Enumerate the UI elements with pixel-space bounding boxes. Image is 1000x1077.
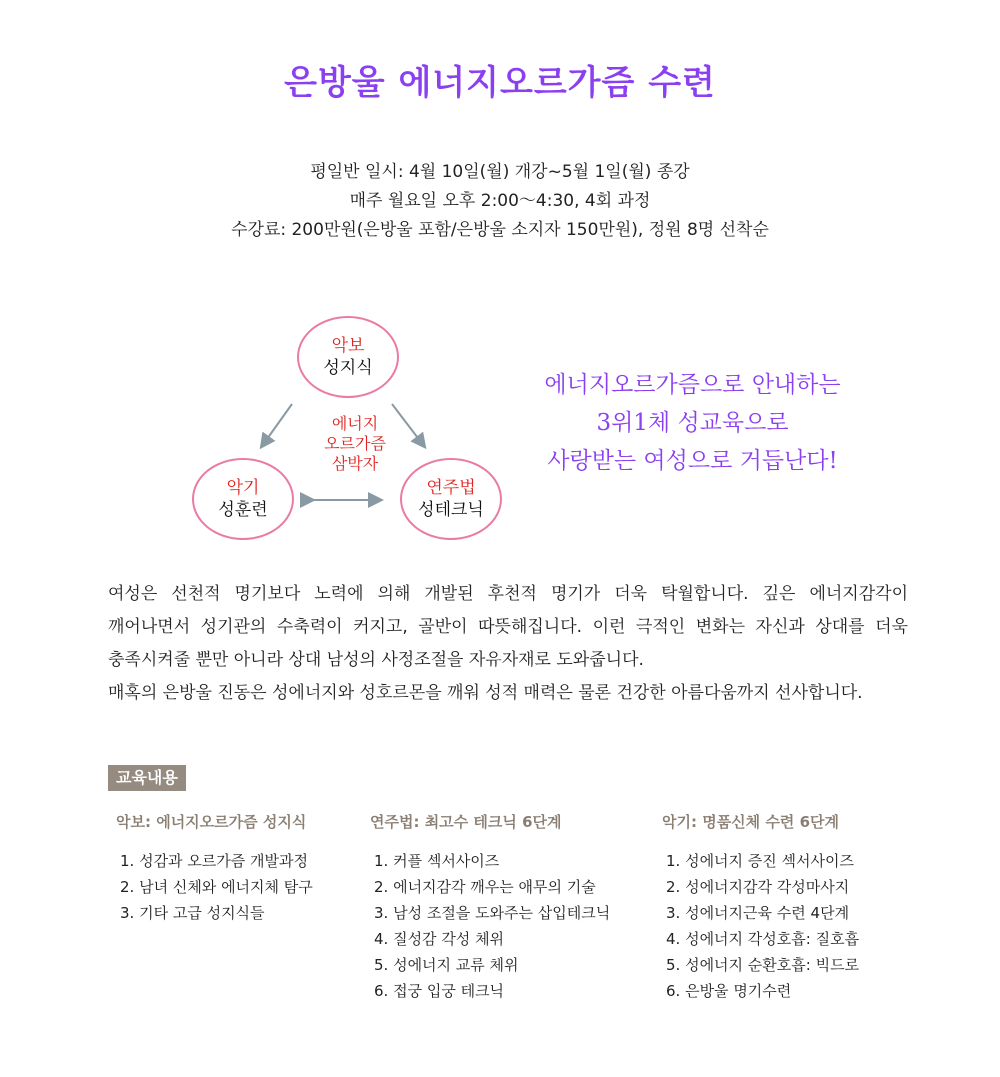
list-item: 2. 남녀 신체와 에너지체 탐구 — [120, 878, 313, 896]
curriculum-column-2 — [364, 811, 610, 1004]
diagram-center — [300, 414, 410, 474]
list-item: 5. 성에너지 순환호흡: 빅드로 — [666, 956, 860, 974]
slogan-line: 에너지오르가즘으로 안내하는 — [544, 372, 841, 398]
circle-top — [297, 316, 399, 398]
slogan-line: 사랑받는 여성으로 거듭난다! — [547, 448, 838, 474]
description-line: 깨어나면서 성기관의 수축력이 커지고, 골반이 따뜻해집니다. 이런 극적인 변화는 자신과 상대를 더욱 — [108, 617, 908, 637]
description-line: 충족시켜줄 뿐만 아니라 상대 남성의 사정조절을 자유자재로 도와줍니다. — [108, 650, 644, 670]
list-item: 6. 은방울 명기수련 — [666, 982, 792, 1000]
list-item: 4. 질성감 각성 체위 — [374, 930, 505, 948]
circle-right — [400, 458, 502, 540]
description-line: 여성은 선천적 명기보다 노력에 의해 개발된 후천적 명기가 더욱 탁월합니다. 깊은 에너지감각이 — [108, 584, 908, 604]
circle-right-red: 연주법 — [426, 478, 476, 498]
slogan — [520, 366, 865, 480]
list-item: 1. 커플 섹서사이즈 — [374, 852, 500, 870]
column-title: 악기: 명품신체 수련 6단계 — [662, 813, 840, 831]
list-item: 3. 성에너지근육 수련 4단계 — [666, 904, 850, 922]
circle-top-black: 성지식 — [323, 358, 373, 378]
list-item: 4. 성에너지 각성호흡: 질호흡 — [666, 930, 860, 948]
list-item: 1. 성감과 오르가즘 개발과정 — [120, 852, 309, 870]
schedule-line: 평일반 일시: 4월 10일(월) 개강~5월 1일(월) 종강 — [310, 162, 690, 182]
list-item: 3. 남성 조절을 도와주는 삽입테크닉 — [374, 904, 611, 922]
column-title: 연주법: 최고수 테크닉 6단계 — [370, 813, 562, 831]
circle-left — [192, 458, 294, 540]
list-item: 6. 접궁 입궁 테크닉 — [374, 982, 505, 1000]
description-line: 매혹의 은방울 진동은 성에너지와 성호르몬을 깨워 성적 매력은 물론 건강한 아름다움까지 선사합니다. — [108, 683, 863, 703]
list-item: 2. 성에너지감각 각성마사지 — [666, 878, 850, 896]
center-line: 오르가즘 — [324, 434, 386, 453]
circle-left-red: 악기 — [226, 478, 260, 498]
description — [108, 578, 908, 710]
circle-left-black: 성훈련 — [218, 500, 268, 520]
list-item: 3. 기타 고급 성지식들 — [120, 904, 265, 922]
curriculum-column-3 — [656, 811, 859, 1004]
section-label: 교육내용 — [108, 765, 186, 791]
center-line: 에너지 — [331, 414, 379, 433]
list-item: 1. 성에너지 증진 섹서사이즈 — [666, 852, 855, 870]
slogan-line: 3위1체 성교육으로 — [596, 410, 789, 436]
arrow-left — [262, 404, 292, 446]
schedule-info — [0, 158, 1000, 245]
list-item: 2. 에너지감각 깨우는 애무의 기술 — [374, 878, 596, 896]
list-item: 5. 성에너지 교류 체위 — [374, 956, 519, 974]
center-line: 삼박자 — [331, 454, 379, 473]
page-title: 은방울 에너지오르가즘 수련 — [284, 63, 716, 103]
fee-line: 수강료: 200만원(은방울 포함/은방울 소지자 150만원), 정원 8명 선착순 — [231, 220, 769, 240]
column-title: 악보: 에너지오르가즘 성지식 — [116, 813, 307, 831]
curriculum-column-1 — [110, 811, 313, 926]
time-line: 매주 월요일 오후 2:00～4:30, 4회 과정 — [349, 191, 651, 211]
circle-top-red: 악보 — [331, 336, 365, 356]
circle-right-black: 성테크닉 — [418, 500, 484, 520]
